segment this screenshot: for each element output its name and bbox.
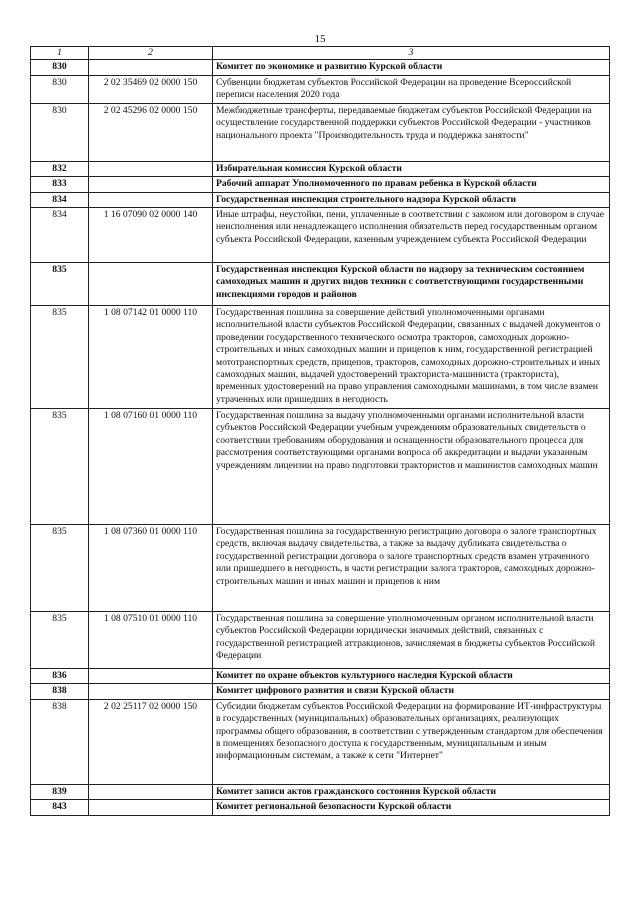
table-row: [31, 306, 610, 409]
row-admin-code: 835: [31, 263, 89, 306]
row-budget-code: [89, 177, 213, 192]
row-budget-code: 2 02 35469 02 0000 150: [89, 75, 213, 103]
row-admin-code: 835: [31, 525, 89, 612]
row-admin-code: 836: [31, 669, 89, 684]
row-admin-code: 833: [31, 177, 89, 192]
table-header-row: [31, 47, 610, 60]
table-row: [31, 409, 610, 525]
row-description: Государственная пошлина за выдачу уполномоченными органами исполнительной власти субъектов Российской Федерации учебным учреждениям образовательных свидетельств о соответствии требованиям оборудования и оснащенности образовательного процесса для рассмотрения соответствующими органами вопроса об аккредитации и выдачи указанным учреждениям лицензии на право подготовки трактористов и машинистов самоходных машин: [213, 409, 610, 525]
row-admin-code: 835: [31, 306, 89, 409]
row-description: Государственная пошлина за государственную регистрацию договора о залоге транспортных средств, включая выдачу свидетельства, а также за выдачу дубликата свидетельства о государственной регистрации договора о залоге транспортных средств взамен утраченного или пришедшего в негодность, в части регистрации залога тракторов, самоходных дорожно-строительных машин и иных машин и прицепов к ним: [213, 525, 610, 612]
page-number: 15: [314, 33, 326, 45]
row-description: Комитет цифрового развития и связи Курской области: [213, 684, 610, 699]
row-admin-code: 830: [31, 103, 89, 161]
table-row: [31, 684, 610, 699]
table-row: [31, 263, 610, 306]
row-description: Государственная пошлина за совершение действий уполномоченными органами исполнительной власти субъектов Российской Федерации, связанных с выдачей документов о проведении государственного технического осмотра тракторов, самоходных дорожно-строительных и иных самоходных машин и прицепов к ним, государственной регистрацией мототранспортных средств, прицепов, тракторов, самоходных дорожно-строительных и иных самоходных машин, выдачей удостоверений тракториста-машиниста (тракториста), временных удостоверений на право управления самоходными машинами, в том числе взамен утраченных или пришедших в негодность: [213, 306, 610, 409]
row-admin-code: 834: [31, 208, 89, 263]
row-admin-code: 835: [31, 612, 89, 669]
row-budget-code: 1 16 07090 02 0000 140: [89, 208, 213, 263]
row-description: Государственная инспекция Курской области по надзору за техническим состоянием самоходных машин и других видов техники с соответствующими государственными инспекциями городов и районов: [213, 263, 610, 306]
row-budget-code: [89, 684, 213, 699]
row-budget-code: 1 08 07360 01 0000 110: [89, 525, 213, 612]
row-budget-code: 1 08 07142 01 0000 110: [89, 306, 213, 409]
row-description: Комитет по охране объектов культурного наследия Курской области: [213, 669, 610, 684]
row-budget-code: 1 08 07510 01 0000 110: [89, 612, 213, 669]
row-admin-code: 832: [31, 161, 89, 176]
row-admin-code: 835: [31, 409, 89, 525]
row-admin-code: 839: [31, 784, 89, 799]
table-row: [31, 161, 610, 176]
row-budget-code: [89, 669, 213, 684]
row-admin-code: 843: [31, 800, 89, 815]
row-description: Государственная инспекция строительного надзора Курской области: [213, 192, 610, 207]
row-budget-code: 2 02 25117 02 0000 150: [89, 699, 213, 784]
row-description: Комитет записи актов гражданского состояния Курской области: [213, 784, 610, 799]
table-row: [31, 525, 610, 612]
row-description: Избирательная комиссия Курской области: [213, 161, 610, 176]
row-description: Субвенции бюджетам субъектов Российской Федерации на проведение Всероссийской переписи населения 2020 года: [213, 75, 610, 103]
table-row: [31, 177, 610, 192]
administrator-revenue-table: [30, 46, 610, 816]
row-description: Иные штрафы, неустойки, пени, уплаченные в соответствии с законом или договором в случае неисполнения или ненадлежащего исполнения обязательств перед государственным органом субъекта Российской Федерации, казенным учреждением субъекта Российской Федерации: [213, 208, 610, 263]
row-budget-code: [89, 263, 213, 306]
table-row: [31, 784, 610, 799]
table-row: [31, 192, 610, 207]
row-budget-code: 2 02 45296 02 0000 150: [89, 103, 213, 161]
table-row: [31, 612, 610, 669]
row-description: Государственная пошлина за совершение уполномоченным органом исполнительной власти субъектов Российской Федерации юридически значимых действий, связанных с государственной регистрацией аттракционов, зачисляемая в бюджеты субъектов Российской Федерации: [213, 612, 610, 669]
row-description: Межбюджетные трансферты, передаваемые бюджетам субъектов Российской Федерации на осуществление государственной поддержки субъектов Российской Федерации - участников национального проекта "Производительность труда и поддержка занятости": [213, 103, 610, 161]
row-admin-code: 830: [31, 60, 89, 75]
table-row: [31, 669, 610, 684]
row-admin-code: 838: [31, 699, 89, 784]
table-row: [31, 208, 610, 263]
row-budget-code: [89, 784, 213, 799]
table-row: [31, 699, 610, 784]
header-col-3: 3: [213, 47, 610, 60]
row-description: Рабочий аппарат Уполномоченного по правам ребенка в Курской области: [213, 177, 610, 192]
header-col-2: 2: [89, 47, 213, 60]
row-admin-code: 838: [31, 684, 89, 699]
header-col-1: 1: [31, 47, 89, 60]
table-row: [31, 75, 610, 103]
row-budget-code: [89, 192, 213, 207]
table-row: [31, 103, 610, 161]
row-admin-code: 830: [31, 75, 89, 103]
row-description: Комитет региональной безопасности Курской области: [213, 800, 610, 815]
table-row: [31, 60, 610, 75]
row-description: Субсидии бюджетам субъектов Российской Федерации на формирование ИТ-инфраструктуры в государственных (муниципальных) образовательных организациях, реализующих программы общего образования, в соответствии с утвержденным стандартом для обеспечения в помещениях безопасного доступа к государственным, муниципальным и иным информационным системам, а также к сети "Интернет": [213, 699, 610, 784]
row-description: Комитет по экономике и развитию Курской области: [213, 60, 610, 75]
row-admin-code: 834: [31, 192, 89, 207]
row-budget-code: [89, 60, 213, 75]
row-budget-code: [89, 161, 213, 176]
row-budget-code: [89, 800, 213, 815]
table-row: [31, 800, 610, 815]
row-budget-code: 1 08 07160 01 0000 110: [89, 409, 213, 525]
